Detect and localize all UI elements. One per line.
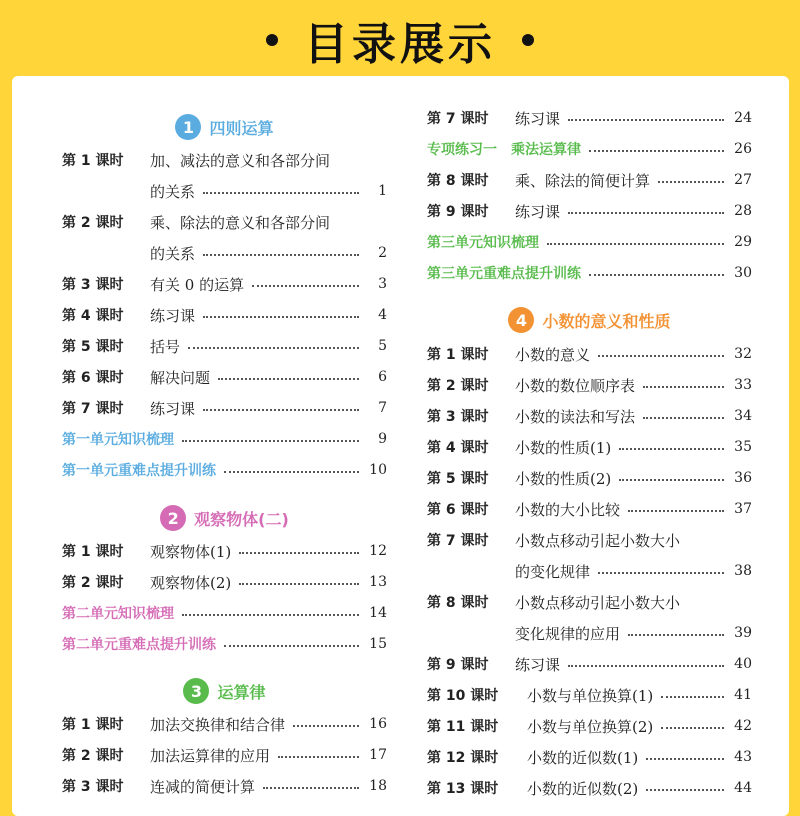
leader-dots [239,583,359,585]
lesson-number: 第 6 课时 [62,370,124,386]
lesson-title: 小数与单位换算(1) [527,686,654,705]
lesson-number: 第 7 课时 [427,533,489,549]
toc-entry[interactable] [427,528,752,552]
toc-entry[interactable] [62,334,387,358]
leader-dots [568,212,724,214]
leader-dots [568,665,724,667]
toc-entry[interactable] [62,210,387,234]
page-number: 3 [378,276,387,292]
unit-title: 运算律 [217,682,266,702]
lesson-title: 有关 0 的运算 [150,275,245,294]
lesson-number: 第 9 课时 [427,204,489,220]
page-number: 26 [734,141,752,157]
leader-dots [203,409,359,411]
lesson-number: 第 4 课时 [427,440,489,456]
page-number: 44 [734,780,752,796]
toc-entry-continued[interactable] [427,559,752,583]
toc-entry-review[interactable] [62,427,387,451]
leader-dots [188,347,359,349]
toc-entry[interactable] [62,148,387,172]
leader-dots [278,756,359,758]
special-practice-title: 专项练习一 乘法运算律 [427,142,581,158]
toc-entry-review[interactable] [62,601,387,625]
leader-dots [646,758,724,760]
unit-4-heading [427,305,752,335]
toc-entry[interactable] [427,199,752,223]
toc-entry-continued[interactable] [62,179,387,203]
lesson-number: 第 3 课时 [427,409,489,425]
toc-entry[interactable] [62,570,387,594]
lesson-number: 第 2 课时 [62,215,124,231]
toc-entry[interactable] [62,743,387,767]
page-header [0,0,800,80]
page-number: 1 [378,183,387,199]
toc-entry-training[interactable] [62,632,387,656]
lesson-number: 第 8 课时 [427,595,489,611]
lesson-title: 乘、除法的意义和各部分间 [150,213,331,232]
lesson-number: 第 1 课时 [62,544,124,560]
training-title: 第二单元重难点提升训练 [62,637,216,653]
leader-dots [589,274,724,276]
lesson-title: 练习课 [515,655,561,674]
leader-dots [263,787,359,789]
leader-dots [547,243,724,245]
page-number: 5 [378,338,387,354]
lesson-number: 第 2 课时 [427,378,489,394]
lesson-number: 第 1 课时 [62,153,124,169]
lesson-number: 第 9 课时 [427,657,489,673]
page-number: 39 [734,625,752,641]
page-number: 13 [369,574,387,590]
page-number: 14 [369,605,387,621]
lesson-number: 第 7 课时 [62,401,124,417]
page-number: 43 [734,749,752,765]
lesson-title: 括号 [150,337,181,356]
leader-dots [224,471,359,473]
toc-entry[interactable] [427,466,752,490]
page-number: 28 [734,203,752,219]
review-title: 第一单元知识梳理 [62,432,174,448]
page-number: 27 [734,172,752,188]
lesson-title: 加法交换律和结合律 [150,715,286,734]
leader-dots [203,254,359,256]
toc-entry[interactable] [62,365,387,389]
lesson-number: 第 12 课时 [427,750,499,766]
page-number: 16 [369,716,387,732]
training-title: 第三单元重难点提升训练 [427,266,581,282]
page-number: 38 [734,563,752,579]
lesson-title: 小数点移动引起小数大小 [515,593,681,612]
leader-dots [589,150,724,152]
page-number: 17 [369,747,387,763]
toc-entry[interactable] [427,745,752,769]
page-number: 36 [734,470,752,486]
lesson-title: 乘、除法的简便计算 [515,171,651,190]
unit-title: 四则运算 [209,118,274,138]
leader-dots [182,614,359,616]
unit-number-badge: 1 [175,114,201,140]
leader-dots [293,725,359,727]
leader-dots [643,417,724,419]
bullet-dot-right [522,34,534,46]
toc-entry[interactable] [427,168,752,192]
lesson-title: 练习课 [150,399,196,418]
page-number: 42 [734,718,752,734]
lesson-title-cont: 变化规律的应用 [515,624,621,643]
lesson-number: 第 2 课时 [62,748,124,764]
lesson-title: 小数的数位顺序表 [515,376,636,395]
page-number: 41 [734,687,752,703]
unit-title: 小数的意义和性质 [542,311,671,331]
lesson-title: 小数点移动引起小数大小 [515,531,681,550]
lesson-title: 解决问题 [150,368,211,387]
page-number: 24 [734,110,752,126]
lesson-title: 小数的近似数(1) [527,748,639,767]
training-title: 第一单元重难点提升训练 [62,463,216,479]
leader-dots [598,355,724,357]
toc-entry-special-practice[interactable] [427,137,752,161]
page-number: 2 [378,245,387,261]
lesson-title: 练习课 [150,306,196,325]
lesson-title-cont: 的关系 [150,244,196,263]
page-number: 32 [734,346,752,362]
lesson-title: 小数的大小比较 [515,500,621,519]
leader-dots [239,552,359,554]
page-number: 34 [734,408,752,424]
toc-entry[interactable] [427,652,752,676]
leader-dots [598,572,724,574]
lesson-number: 第 4 课时 [62,308,124,324]
toc-entry-continued[interactable] [427,621,752,645]
leader-dots [224,645,359,647]
leader-dots [628,510,724,512]
lesson-number: 第 1 课时 [427,347,489,363]
toc-entry[interactable] [427,776,752,800]
unit-1-heading [62,112,387,142]
leader-dots [218,378,359,380]
page-title: 目录展示 [304,19,496,70]
toc-entry[interactable] [62,272,387,296]
unit-2-heading [62,503,387,533]
toc-entry[interactable] [62,774,387,798]
lesson-title: 小数的性质(2) [515,469,612,488]
lesson-title: 小数与单位换算(2) [527,717,654,736]
review-title: 第二单元知识梳理 [62,606,174,622]
unit-title: 观察物体(二) [194,509,289,529]
leader-dots [182,440,359,442]
leader-dots [661,696,724,698]
toc-entry[interactable] [62,396,387,420]
lesson-title: 小数的性质(1) [515,438,612,457]
page-number: 10 [369,462,387,478]
toc-entry[interactable] [427,342,752,366]
lesson-number: 第 6 课时 [427,502,489,518]
lesson-title: 小数的读法和写法 [515,407,636,426]
toc-page [12,76,789,816]
lesson-number: 第 13 课时 [427,781,499,797]
lesson-number: 第 3 课时 [62,277,124,293]
leader-dots [252,285,359,287]
unit-3-heading [62,676,387,706]
leader-dots [619,448,724,450]
toc-entry[interactable] [62,712,387,736]
lesson-number: 第 5 课时 [62,339,124,355]
page-number: 4 [378,307,387,323]
lesson-number: 第 10 课时 [427,688,499,704]
lesson-title: 练习课 [515,109,561,128]
leader-dots [643,386,724,388]
leader-dots [203,192,359,194]
lesson-number: 第 1 课时 [62,717,124,733]
lesson-title-cont: 的变化规律 [515,562,591,581]
lesson-number: 第 5 课时 [427,471,489,487]
lesson-title: 观察物体(2) [150,573,232,592]
lesson-number: 第 2 课时 [62,575,124,591]
review-title: 第三单元知识梳理 [427,235,539,251]
page-number: 37 [734,501,752,517]
leader-dots [628,634,724,636]
page-number: 7 [378,400,387,416]
page-number: 33 [734,377,752,393]
toc-entry[interactable] [427,435,752,459]
toc-entry[interactable] [62,539,387,563]
page-number: 9 [378,431,387,447]
unit-number-badge: 4 [508,307,534,333]
leader-dots [203,316,359,318]
toc-entry[interactable] [427,497,752,521]
toc-entry[interactable] [427,404,752,428]
toc-entry[interactable] [427,373,752,397]
page-number: 40 [734,656,752,672]
toc-entry-continued[interactable] [62,241,387,265]
toc-entry-review[interactable] [427,230,752,254]
toc-entry-training[interactable] [427,261,752,285]
leader-dots [646,789,724,791]
lesson-title-cont: 的关系 [150,182,196,201]
page-number: 29 [734,234,752,250]
toc-entry[interactable] [62,303,387,327]
leader-dots [661,727,724,729]
toc-entry[interactable] [427,714,752,738]
lesson-title: 小数的意义 [515,345,591,364]
lesson-title: 连减的简便计算 [150,777,256,796]
lesson-title: 加、减法的意义和各部分间 [150,151,331,170]
lesson-number: 第 8 课时 [427,173,489,189]
lesson-number: 第 7 课时 [427,111,489,127]
bullet-dot-left [266,34,278,46]
toc-entry[interactable] [427,683,752,707]
unit-number-badge: 3 [183,678,209,704]
page-number: 18 [369,778,387,794]
lesson-number: 第 3 课时 [62,779,124,795]
page-number: 15 [369,636,387,652]
page-number: 6 [378,369,387,385]
leader-dots [568,119,724,121]
unit-number-badge: 2 [160,505,186,531]
lesson-title: 观察物体(1) [150,542,232,561]
toc-entry[interactable] [427,106,752,130]
page-number: 35 [734,439,752,455]
page-number: 30 [734,265,752,281]
lesson-title: 小数的近似数(2) [527,779,639,798]
lesson-title: 加法运算律的应用 [150,746,271,765]
leader-dots [658,181,724,183]
page-number: 12 [369,543,387,559]
toc-entry-training[interactable] [62,458,387,482]
leader-dots [619,479,724,481]
lesson-title: 练习课 [515,202,561,221]
lesson-number: 第 11 课时 [427,719,499,735]
toc-entry[interactable] [427,590,752,614]
